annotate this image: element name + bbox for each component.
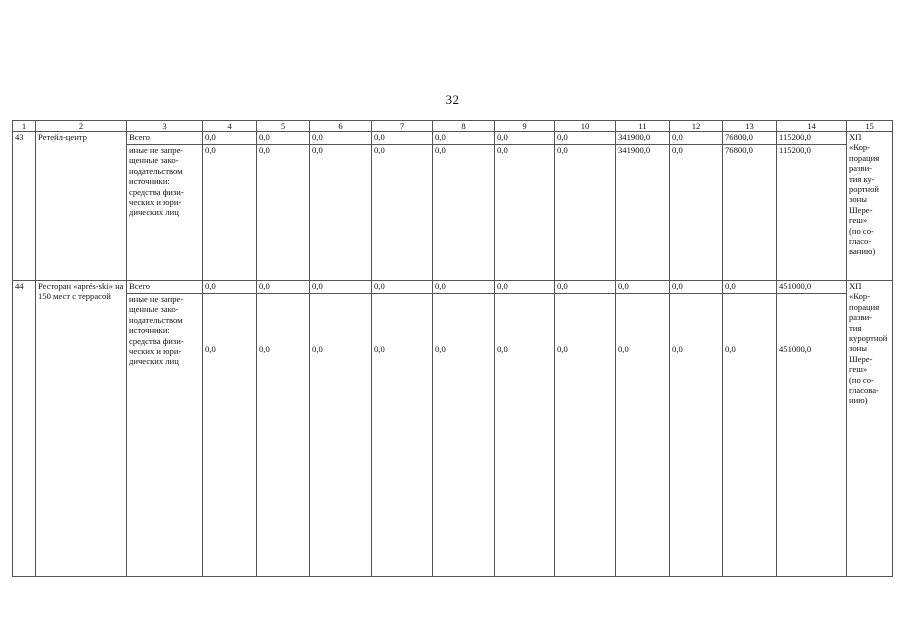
source-other-label: иные не запре-щенные зако-нодательством источники: средства физи-ческих и юри-дических лиц [127, 145, 203, 281]
value-cell: 115200,0 [777, 145, 847, 281]
value-cell: 451000,0 [777, 294, 847, 577]
value-cell: 76800,0 [723, 145, 777, 281]
value-cell: 0,0 [555, 294, 616, 577]
table-row-other [13, 145, 893, 281]
responsible-line: (по со- [849, 374, 874, 385]
value-cell: 0,0 [723, 281, 777, 294]
value-cell: 0,0 [257, 281, 310, 294]
responsible-line: (по со- [849, 225, 874, 236]
responsible-line: гласо- [849, 236, 872, 247]
header-cell: 9 [495, 121, 555, 132]
value-cell: 0,0 [616, 281, 670, 294]
header-cell: 2 [36, 121, 127, 132]
responsible-line: геш» [849, 215, 868, 226]
value-cell: 0,0 [555, 132, 616, 145]
responsible-line: гласова- [849, 385, 879, 396]
responsible-line: ХП [849, 132, 862, 142]
responsible-line: тия [849, 322, 862, 333]
value-cell: 0,0 [203, 294, 257, 577]
row-number: 43 [13, 132, 36, 281]
responsible-line: геш» [849, 364, 868, 375]
value-cell: 0,0 [372, 145, 433, 281]
row-number: 44 [13, 281, 36, 577]
value-cell: 115200,0 [777, 132, 847, 145]
value-cell: 0,0 [495, 145, 555, 281]
value-cell: 0,0 [310, 145, 372, 281]
source-total-label: Всего [127, 281, 203, 294]
value-cell: 0,0 [257, 294, 310, 577]
value-cell: 0,0 [670, 145, 723, 281]
responsible-line: курортной [849, 333, 888, 344]
responsible-line: ванию) [849, 246, 876, 257]
value-cell: 0,0 [203, 281, 257, 294]
value-cell: 0,0 [495, 294, 555, 577]
value-cell: 0,0 [433, 132, 495, 145]
header-cell: 5 [257, 121, 310, 132]
header-cell: 13 [723, 121, 777, 132]
responsible-line: тия ку- [849, 173, 875, 184]
responsible-line: «Кор- [849, 291, 871, 302]
table-row-total [13, 132, 893, 145]
header-row [13, 121, 893, 132]
table-row-total [13, 281, 893, 294]
responsible-line: «Кор- [849, 142, 871, 153]
value-cell: 0,0 [203, 145, 257, 281]
header-cell: 4 [203, 121, 257, 132]
responsible-cell [847, 132, 893, 281]
responsible-line: зоны [849, 343, 868, 354]
header-cell: 12 [670, 121, 723, 132]
value-cell: 0,0 [203, 132, 257, 145]
value-cell: 0,0 [433, 294, 495, 577]
value-cell: 0,0 [723, 294, 777, 577]
header-cell: 10 [555, 121, 616, 132]
responsible-line: разви- [849, 163, 873, 174]
responsible-line: рортной [849, 184, 880, 195]
value-cell: 76800,0 [723, 132, 777, 145]
responsible-line: порация [849, 152, 880, 163]
value-cell: 451000,0 [777, 281, 847, 294]
value-cell: 0,0 [310, 294, 372, 577]
responsible-line: ХП [849, 281, 862, 291]
page-number: 32 [445, 92, 460, 107]
header-cell: 7 [372, 121, 433, 132]
responsible-line: разви- [849, 312, 873, 323]
value-cell: 0,0 [372, 294, 433, 577]
source-total-label: Всего [127, 132, 203, 145]
source-other-label: иные не запре-щенные зако-нодательством источники: средства физи-ческих и юри-дических лиц [127, 294, 203, 577]
responsible-line: Шере- [849, 204, 873, 215]
object-name: Ретейл-центр [36, 132, 127, 281]
value-cell: 341900,0 [616, 145, 670, 281]
header-cell: 1 [13, 121, 36, 132]
value-cell: 0,0 [670, 281, 723, 294]
header-cell: 3 [127, 121, 203, 132]
value-cell: 341900,0 [616, 132, 670, 145]
value-cell: 0,0 [433, 145, 495, 281]
header-cell: 6 [310, 121, 372, 132]
value-cell: 0,0 [257, 145, 310, 281]
value-cell: 0,0 [310, 132, 372, 145]
value-cell: 0,0 [495, 132, 555, 145]
object-name: Ресторан «aprés-ski» на 150 мест с террасой [36, 281, 127, 577]
value-cell: 0,0 [495, 281, 555, 294]
header-cell: 8 [433, 121, 495, 132]
responsible-line: зоны [849, 194, 868, 205]
header-cell: 14 [777, 121, 847, 132]
value-cell: 0,0 [616, 294, 670, 577]
responsible-line: порация [849, 301, 880, 312]
budget-table [12, 120, 893, 577]
value-cell: 0,0 [257, 132, 310, 145]
value-cell: 0,0 [555, 281, 616, 294]
value-cell: 0,0 [372, 281, 433, 294]
responsible-cell [847, 281, 893, 577]
value-cell: 0,0 [310, 281, 372, 294]
responsible-line: нию) [849, 395, 868, 406]
value-cell: 0,0 [372, 132, 433, 145]
value-cell: 0,0 [670, 294, 723, 577]
responsible-line: Шере- [849, 353, 873, 364]
value-cell: 0,0 [433, 281, 495, 294]
header-cell: 11 [616, 121, 670, 132]
value-cell: 0,0 [670, 132, 723, 145]
value-cell: 0,0 [555, 145, 616, 281]
header-cell: 15 [847, 121, 893, 132]
table-row-other [13, 294, 893, 577]
